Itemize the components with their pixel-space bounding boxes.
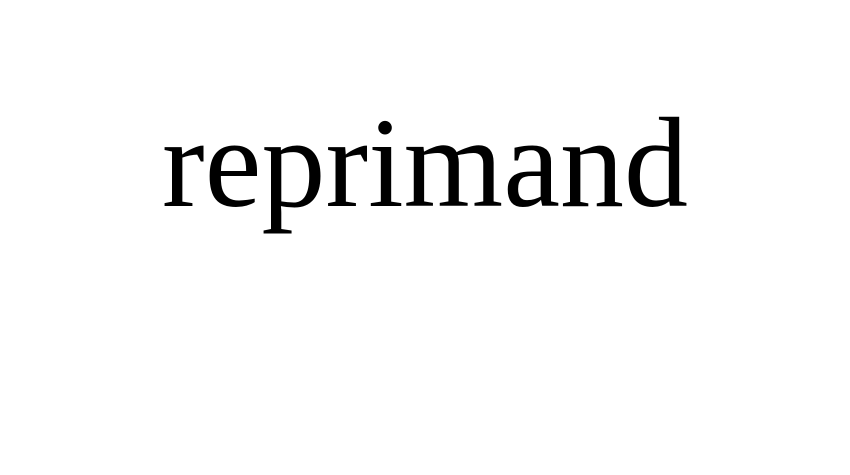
displayed-word: reprimand (162, 92, 688, 234)
